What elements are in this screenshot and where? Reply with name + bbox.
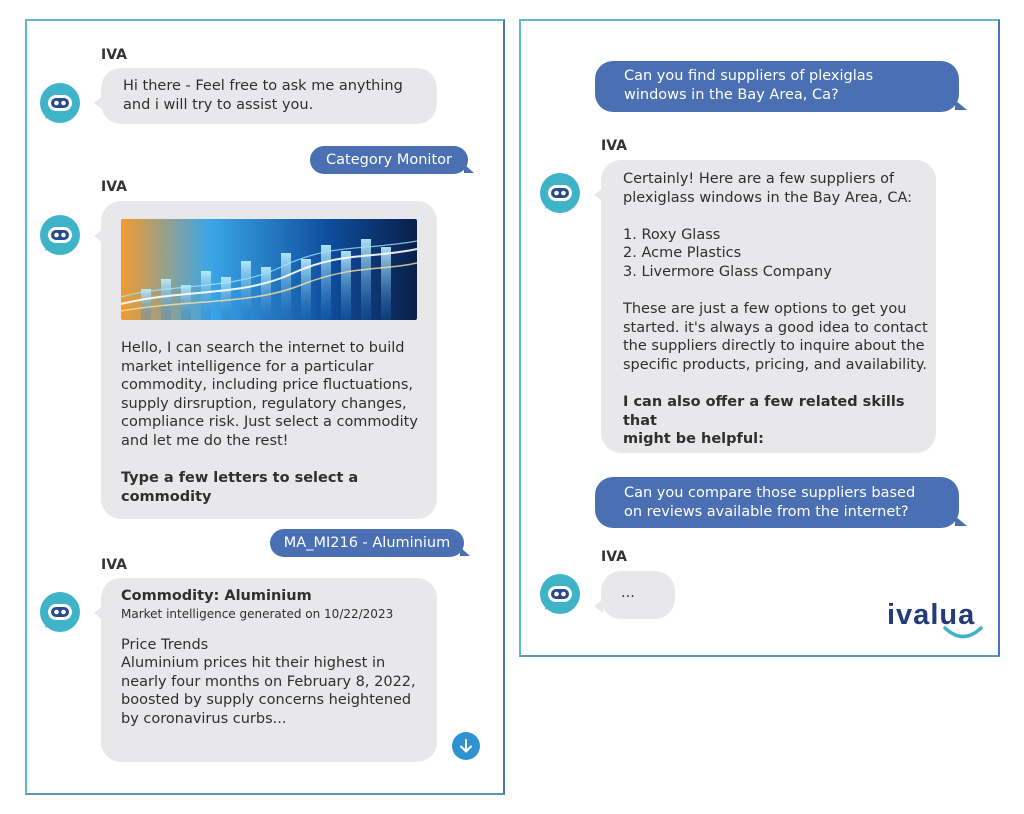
bot-message-bubble	[101, 201, 437, 519]
logo-text: ivalua	[887, 599, 976, 631]
supplier-item: 2. Acme Plastics	[623, 245, 742, 262]
bot-message-bubble	[101, 578, 437, 762]
bot-avatar-icon	[39, 591, 81, 633]
generated-date: Market intelligence generated on 10/22/2023	[121, 606, 394, 621]
supplier-item: 3. Livermore Glass Company	[623, 263, 832, 280]
message-text: specific products, pricing, and availability.	[623, 356, 928, 373]
logo-smile-icon	[943, 625, 983, 641]
sender-name: IVA	[101, 47, 127, 63]
message-text: supply dirsruption, regulatory changes,	[121, 395, 407, 412]
sender-name: IVA	[601, 138, 627, 154]
message-text: Can you compare those suppliers based	[624, 485, 916, 501]
bot-message-bubble	[601, 160, 936, 453]
message-body	[121, 339, 431, 506]
message-text: Aluminium prices hit their highest in	[121, 655, 386, 672]
chat-panel-left	[25, 19, 505, 795]
message-text: market intelligence for a particular	[121, 358, 374, 375]
message-text: nearly four months on February 8, 2022,	[121, 673, 416, 690]
supplier-item: 1. Roxy Glass	[623, 226, 721, 243]
message-prompt: commodity	[121, 488, 212, 505]
market-chart-image	[121, 219, 417, 320]
commodity-title: Commodity: Aluminium	[121, 588, 312, 604]
typing-indicator: ...	[621, 585, 635, 601]
message-text: by coronavirus curbs...	[121, 710, 287, 727]
message-text: These are just a few options to get you	[623, 301, 907, 318]
bot-avatar-icon	[39, 82, 81, 124]
message-text: on reviews available from the internet?	[624, 503, 909, 520]
message-text: commodity, including price fluctuations,	[121, 377, 414, 394]
bot-avatar-icon	[539, 573, 581, 615]
user-message-bubble	[595, 477, 959, 528]
ivalua-logo	[887, 599, 987, 645]
message-text: boosted by supply concerns heightened	[121, 692, 412, 709]
typing-indicator-bubble	[601, 571, 675, 619]
message-text: Can you find suppliers of plexiglas	[624, 68, 874, 84]
category-monitor-chip[interactable]: Category Monitor	[310, 146, 468, 174]
message-prompt: might be helpful:	[623, 431, 764, 448]
message-prompt: Type a few letters to select a	[121, 470, 359, 487]
message-text: started. it's always a good idea to contact	[623, 319, 928, 336]
sender-name: IVA	[101, 557, 127, 573]
bot-avatar-icon	[539, 172, 581, 214]
bot-avatar-icon	[39, 214, 81, 256]
message-text: plexiglass windows in the Bay Area, CA:	[623, 189, 913, 206]
arrow-down-icon	[458, 738, 474, 754]
sender-name: IVA	[601, 549, 627, 565]
chat-panel-right	[519, 19, 1000, 657]
scroll-down-button[interactable]	[452, 732, 480, 760]
message-text: the suppliers directly to inquire about the	[623, 338, 925, 355]
message-text: compliance risk. Just select a commodity	[121, 414, 418, 431]
message-text: Certainly! Here are a few suppliers of	[623, 171, 895, 187]
message-text: Hello, I can search the internet to build	[121, 340, 405, 356]
bot-message-bubble	[101, 68, 437, 124]
message-text: and let me do the rest!	[121, 432, 289, 449]
message-text: Hi there - Feel free to ask me anything	[123, 78, 403, 94]
sender-name: IVA	[101, 179, 127, 195]
message-text: windows in the Bay Area, Ca?	[624, 86, 839, 103]
commodity-selection-chip[interactable]: MA_MI216 - Aluminium	[270, 529, 464, 557]
section-heading: Price Trends	[121, 636, 209, 653]
user-message-bubble	[595, 61, 959, 112]
message-prompt: I can also offer a few related skills that	[623, 394, 905, 429]
message-text: and i will try to assist you.	[123, 96, 314, 113]
